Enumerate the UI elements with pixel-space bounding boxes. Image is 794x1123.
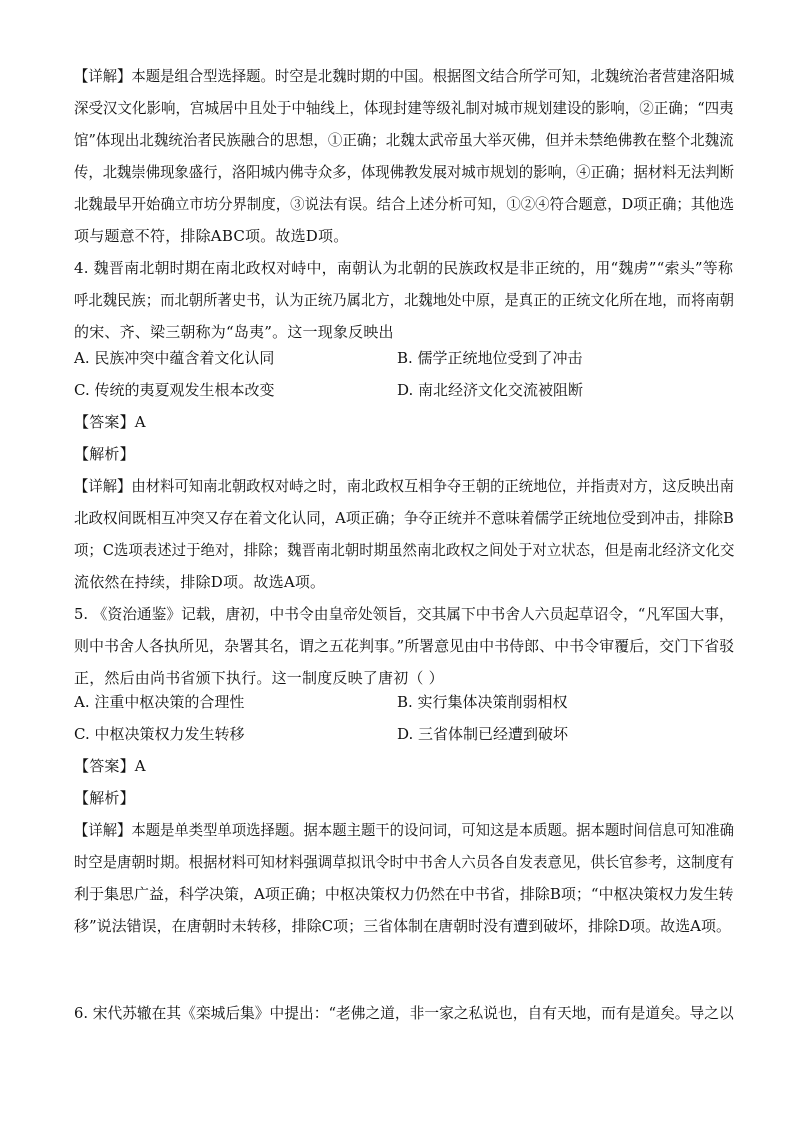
q4-option-d: D. 南北经济文化交流被阻断 [397, 381, 584, 399]
q3-explain-line: 北魏最早开始确立市坊分界制度，③说法有误。结合上述分析可知，①②④符合题意，D项正确；其他选 [74, 195, 735, 213]
q3-explain-line: 深受汉文化影响，宫城居中且处于中轴线上，体现封建等级礼制对城市规划建设的影响，②正确；“四夷 [74, 99, 734, 117]
q5-answer: 【答案】A [74, 757, 146, 775]
q5-stem-line: 则中书舍人各执所见，杂署其名，谓之五花判事。”所署意见由中书侍郎、中书令审覆后，交门下省驳 [74, 637, 735, 655]
q4-stem-line: 4. 魏晋南北朝时期在南北政权对峙中，南朝认为北朝的民族政权是非正统的，用“魏虏”“索头”等称 [74, 259, 734, 277]
q4-explain-line: 北政权间既相互冲突又存在着文化认同，A项正确；争夺正统并不意味着儒学正统地位受到冲击，排除B [74, 509, 734, 527]
q4-explain-line: 流依然在持续，排除D项。故选A项。 [74, 573, 326, 591]
q4-explain-line: 【详解】由材料可知南北朝政权对峙之时，南北政权互相争夺王朝的正统地位，并指责对方，这反映出南 [74, 477, 734, 495]
q5-stem-line: 正，然后由尚书省颁下执行。这一制度反映了唐初（ ） [74, 669, 444, 687]
q5-option-d: D. 三省体制已经遭到破坏 [397, 725, 569, 743]
q5-option-c: C. 中枢决策权力发生转移 [74, 725, 245, 743]
q5-analysis-label: 【解析】 [74, 789, 135, 807]
q4-stem-line: 呼北魏民族；而北朝所著史书，认为正统乃属北方，北魏地处中原，是真正的正统文化所在地，而将南朝 [74, 291, 734, 309]
q4-stem-line: 的宋、齐、梁三朝称为“岛夷”。这一现象反映出 [74, 323, 394, 341]
q5-stem-line: 5. 《资治通鉴》记载，唐初，中书令由皇帝处领旨，交其属下中书舍人六员起草诏令，“凡军国大事， [74, 605, 734, 623]
q4-explain-line: 项；C选项表述过于绝对，排除；魏晋南北朝时期虽然南北政权之间处于对立状态，但是南北经济文化交 [74, 541, 735, 559]
q3-explain-line: 【详解】本题是组合型选择题。时空是北魏时期的中国。根据图文结合所学可知，北魏统治者营建洛阳城 [74, 67, 734, 85]
q5-explain-line: 【详解】本题是单类型单项选择题。据本题主题干的设问词，可知这是本质题。据本题时间信息可知准确 [74, 821, 734, 839]
q3-explain-line: 馆”体现出北魏统治者民族融合的思想，①正确；北魏太武帝虽大举灭佛，但并未禁绝佛教在整个北魏流 [74, 131, 734, 149]
q4-analysis-label: 【解析】 [74, 445, 135, 463]
q4-answer: 【答案】A [74, 413, 146, 431]
q5-explain-line: 移”说法错误，在唐朝时未转移，排除C项；三省体制在唐朝时没有遭到破坏，排除D项。故选A项。 [74, 917, 732, 935]
q3-explain-line: 传，北魏崇佛现象盛行，洛阳城内佛寺众多，体现佛教发展对城市规划的影响，④正确；据材料无法判断 [74, 163, 734, 181]
q6-stem-line: 6. 宋代苏辙在其《栾城后集》中提出：“老佛之道，非一家之私说也，自有天地，而有是道矣。导之以 [74, 1004, 734, 1022]
q4-option-b: B. 儒学正统地位受到了冲击 [397, 349, 583, 367]
q5-option-b: B. 实行集体决策削弱相权 [397, 693, 568, 711]
q4-option-c: C. 传统的夷夏观发生根本改变 [74, 381, 275, 399]
q4-option-a: A. 民族冲突中蕴含着文化认同 [74, 349, 275, 367]
q5-explain-line: 时空是唐朝时期。根据材料可知材料强调草拟讯令时中书舍人六员各自发表意见，供长官参考，这制度有 [74, 853, 734, 871]
q3-explain-line: 项与题意不符，排除ABC项。故选D项。 [74, 227, 349, 245]
q5-option-a: A. 注重中枢决策的合理性 [74, 693, 245, 711]
q5-explain-line: 利于集思广益，科学决策，A项正确；中枢决策权力仍然在中书省，排除B项；“中枢决策权力发生转 [74, 885, 734, 903]
